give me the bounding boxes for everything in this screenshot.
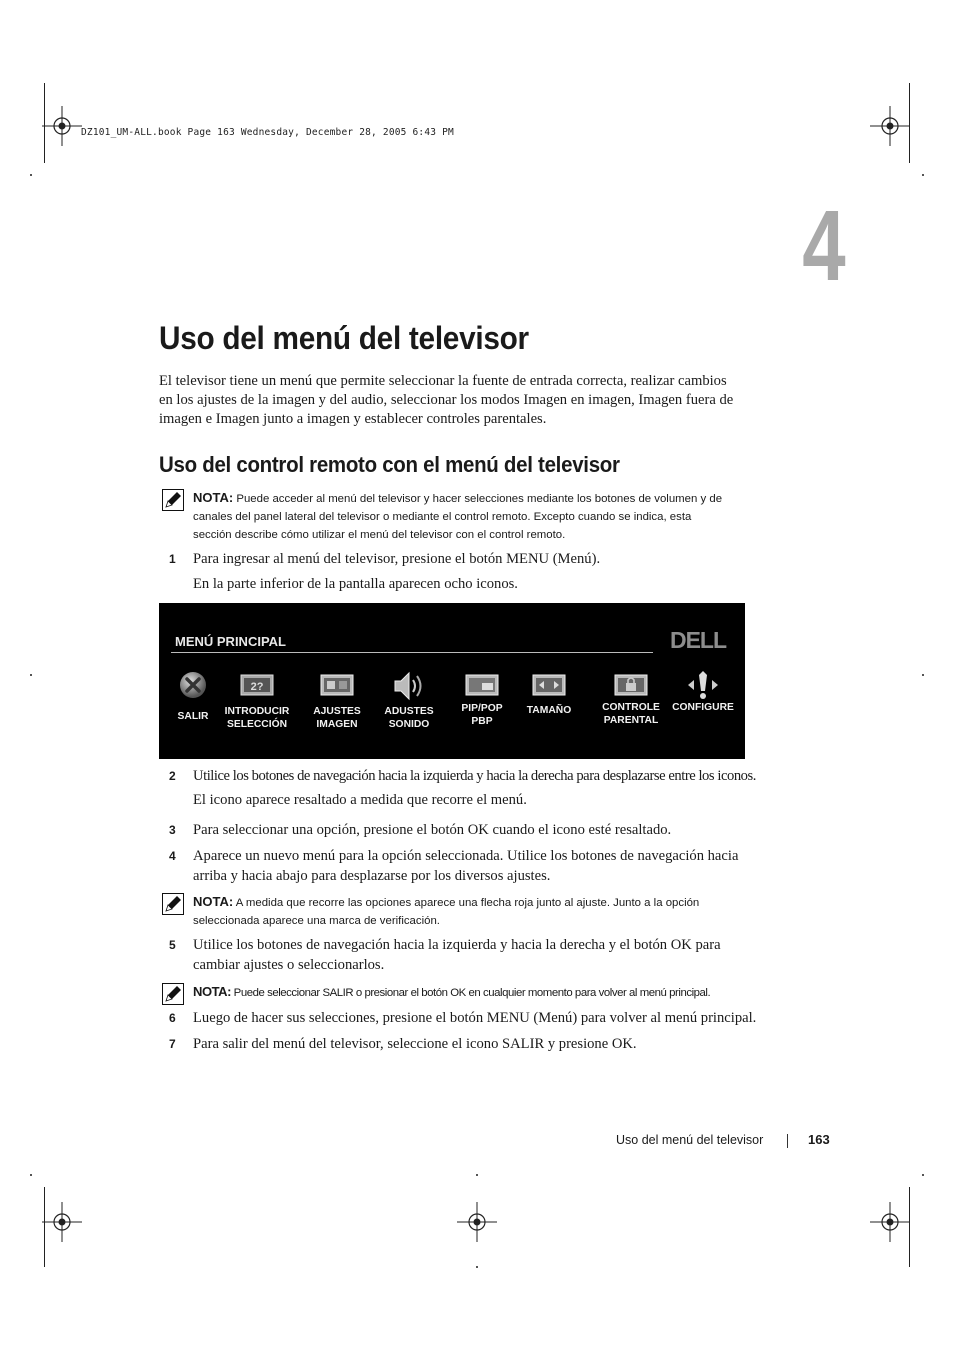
dell-logo	[661, 627, 735, 653]
step-text: arriba y hacia abajo para desplazarse por los diversos ajustes.	[193, 867, 551, 884]
intro-line: El televisor tiene un menú que permite seleccionar la fuente de entrada correcta, realizar cambios	[159, 373, 727, 389]
tv-menu-item-label: CONFIGURE	[672, 702, 734, 713]
step-text: cambiar ajustes o seleccionarlos.	[193, 956, 385, 973]
step-number: 2	[169, 769, 176, 783]
intro-line: imagen e Imagen junto a imagen y establecer controles parentales.	[159, 411, 547, 428]
step-text: Luego de hacer sus selecciones, presione el botón MENU (Menú) para volver al menú principal.	[193, 1010, 757, 1026]
tv-menu-item-label: PIP/POP	[461, 703, 503, 714]
dell-logo-text: DELL	[669, 627, 727, 653]
speaker-icon	[391, 669, 427, 703]
step-number: 4	[169, 849, 176, 863]
registration-mark-icon	[457, 1202, 497, 1242]
print-header: DZ101_UM-ALL.book Page 163 Wednesday, December 28, 2005 6:43 PM	[81, 127, 454, 138]
exit-icon	[177, 669, 209, 701]
page-number: 163	[808, 1132, 830, 1147]
tv-menu-divider	[171, 652, 653, 653]
note-block	[162, 489, 802, 545]
tv-menu-item-label: CONTROLE	[602, 702, 660, 713]
tv-menu-item-ajustes-imagen[interactable]	[297, 669, 377, 731]
registration-mark-icon	[42, 106, 82, 146]
note-label: NOTA:	[193, 490, 234, 505]
tv-menu-title: MENÚ PRINCIPAL	[175, 634, 286, 649]
pencil-note-icon	[162, 983, 184, 1005]
step-detail: El icono aparece resaltado a medida que recorre el menú.	[193, 792, 527, 808]
tv-menu-item-label: SONIDO	[388, 719, 430, 730]
step-text: Utilice los botones de navegación hacia la izquierda y hacia la derecha para desplazarse entre los iconos.	[193, 768, 756, 784]
tv-menu-item-label: PARENTAL	[603, 715, 659, 726]
tv-menu-item-adustes-sonido[interactable]	[369, 669, 449, 731]
registration-mark-icon	[870, 106, 910, 146]
note-text: seleccionada aparece una marca de verificación.	[193, 915, 440, 927]
pip-icon	[464, 669, 500, 701]
registration-mark-icon	[42, 1202, 82, 1242]
tv-menu-item-label: AJUSTES	[313, 706, 361, 717]
note-text: sección describe cómo utilizar el menú del televisor con el control remoto.	[193, 529, 566, 541]
note-text: Puede acceder al menú del televisor y hacer selecciones mediante los botones de volumen y de	[236, 493, 723, 505]
pencil-note-icon	[162, 489, 184, 511]
tv-menu-item-label: TAMAÑO	[526, 705, 572, 716]
tv-menu-item-introducir-seleccion[interactable]	[217, 669, 297, 731]
step-number: 5	[169, 938, 176, 952]
page-title: Uso del menú del televisor	[159, 320, 529, 356]
section-title: Uso del control remoto con el menú del televisor	[159, 452, 620, 477]
note-text: canales del panel lateral del televisor o mediante el control remoto. Excepto cuando se indica, esta	[193, 511, 692, 523]
input-select-icon	[239, 669, 275, 701]
step-text: Para seleccionar una opción, presione el botón OK cuando el icono esté resaltado.	[193, 822, 672, 838]
note-block	[162, 893, 802, 931]
picture-settings-icon	[319, 669, 355, 701]
chapter-number: 4	[802, 190, 846, 302]
note-block	[162, 983, 802, 1005]
tv-menu-item-label: INTRODUCIR	[224, 706, 290, 717]
step-text: Utilice los botones de navegación hacia la izquierda y hacia la derecha y el botón OK para	[193, 937, 721, 953]
pencil-note-icon	[162, 893, 184, 915]
tv-main-menu-screenshot	[159, 603, 745, 759]
tv-menu-item-tamano[interactable]	[509, 669, 589, 717]
step-text: Para ingresar al menú del televisor, presione el botón MENU (Menú).	[193, 551, 601, 567]
setup-icon	[685, 669, 721, 701]
intro-paragraph	[159, 372, 799, 430]
registration-mark-icon	[870, 1202, 910, 1242]
tv-menu-item-label: ADUSTES	[384, 706, 434, 717]
step-detail: En la parte inferior de la pantalla aparecen ocho iconos.	[193, 576, 518, 592]
tv-menu-item-label: SELECCIÓN	[226, 719, 288, 730]
step-number: 6	[169, 1011, 176, 1025]
svg-text:2?: 2?	[250, 681, 264, 693]
note-label: NOTA:	[193, 984, 231, 999]
note-label: NOTA:	[193, 894, 234, 909]
step-text: Aparece un nuevo menú para la opción seleccionada. Utilice los botones de navegación hacia	[193, 848, 739, 864]
tv-menu-item-label: PBP	[471, 716, 493, 727]
tv-menu-item-controle-parental[interactable]	[591, 669, 671, 727]
tv-menu-item-label: IMAGEN	[316, 719, 358, 730]
step-number: 1	[169, 552, 176, 566]
footer-divider	[787, 1134, 788, 1148]
tv-menu-item-configure[interactable]	[663, 669, 743, 714]
note-text: A medida que recorre las opciones aparece una flecha roja junto al ajuste. Junto a la opción	[235, 897, 700, 909]
tv-menu-item-label: SALIR	[177, 711, 209, 722]
footer-chapter-title: Uso del menú del televisor	[616, 1133, 764, 1147]
step-text: Para salir del menú del televisor, seleccione el icono SALIR y presione OK.	[193, 1036, 637, 1052]
size-icon	[531, 669, 567, 701]
step-number: 7	[169, 1037, 176, 1051]
step-number: 3	[169, 823, 176, 837]
note-text: Puede seleccionar SALIR o presionar el botón OK en cualquier momento para volver al menú principal.	[233, 987, 711, 999]
intro-line: en los ajustes de la imagen y del audio, seleccionar los modos Imagen en imagen, Imagen fuera de	[159, 392, 734, 409]
parental-control-icon	[613, 669, 649, 701]
